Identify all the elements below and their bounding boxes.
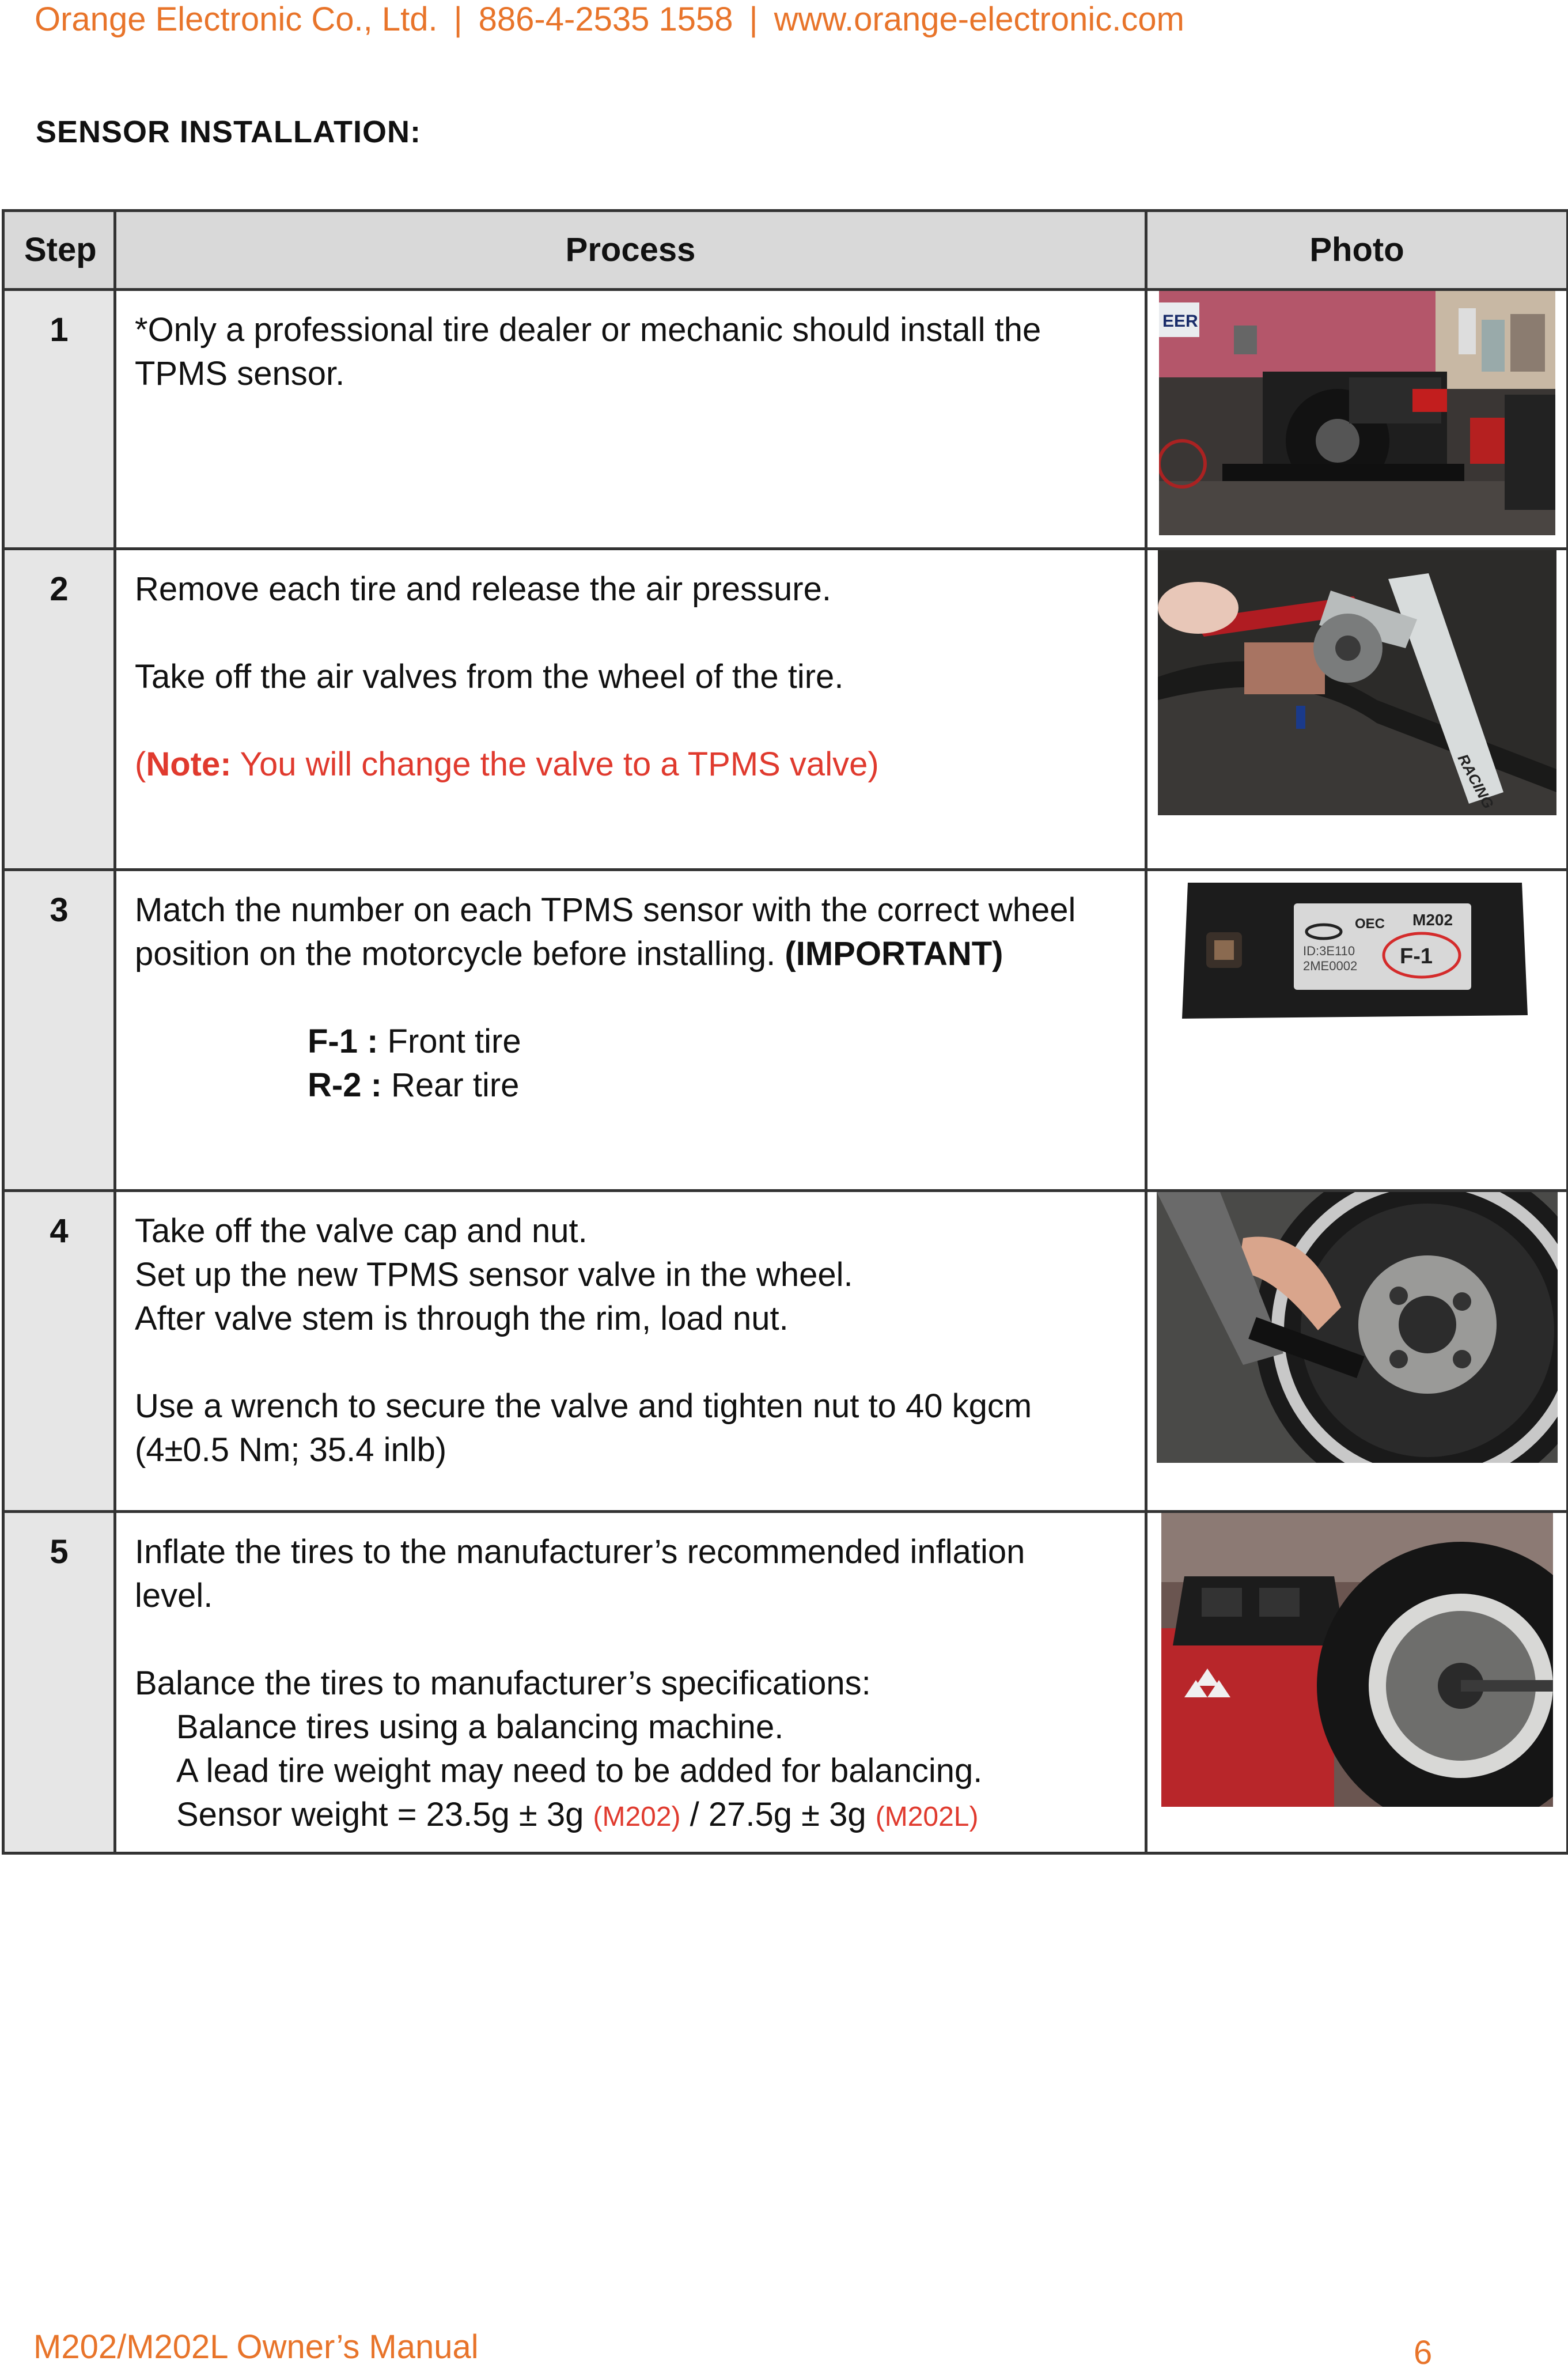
sensor-weight-text: Sensor weight = 23.5g ± 3g (M202) / 27.5g ± 3g (M202L) <box>176 1796 979 1833</box>
process-text: Set up the new TPMS sensor valve in the wheel. <box>135 1256 853 1293</box>
tpms-sensor-photo <box>1176 871 1538 1027</box>
process-cell <box>115 1191 1146 1512</box>
step-column-header: Step <box>3 211 115 290</box>
step-number: 5 <box>3 1512 115 1853</box>
process-text: level. <box>135 1577 213 1614</box>
note-label: Note: <box>146 746 232 783</box>
header-separator: | <box>749 1 758 38</box>
process-text: After valve stem is through the rim, load nut. <box>135 1300 789 1337</box>
sensor-id-label: 2ME0002 <box>1302 959 1357 973</box>
process-text: Remove each tire and release the air pressure. <box>135 570 831 608</box>
process-cell <box>115 549 1146 870</box>
table-row <box>3 290 1568 549</box>
step-number: 2 <box>3 549 115 870</box>
table-row <box>3 549 1568 870</box>
svg-text:OEC: OEC <box>1354 916 1385 932</box>
photo-column-header: Photo <box>1146 211 1568 290</box>
process-text: A lead tire weight may need to be added for balancing. <box>176 1752 983 1790</box>
company-website[interactable]: www.orange-electronic.com <box>774 1 1184 38</box>
sensor-install-photo <box>1157 1192 1558 1463</box>
sensor-position-code: F-1 <box>1399 944 1433 969</box>
table-row <box>3 1512 1568 1853</box>
rear-tire-code: R-2 : Rear tire <box>308 1066 520 1104</box>
important-label: (IMPORTANT) <box>785 935 1003 973</box>
process-text: TPMS sensor. <box>135 355 345 392</box>
manual-title: M202/M202L Owner’s Manual <box>33 2328 479 2366</box>
process-text: Balance the tires to manufacturer’s specifications: <box>135 1664 871 1702</box>
step-number: 3 <box>3 870 115 1191</box>
step-number: 1 <box>3 290 115 549</box>
process-text: Inflate the tires to the manufacturer’s recommended inflation <box>135 1533 1025 1571</box>
process-cell <box>115 1512 1146 1853</box>
model-tag: (M202) <box>593 1802 681 1832</box>
section-title: SENSOR INSTALLATION: <box>36 115 421 149</box>
company-phone: 886-4-2535 1558 <box>478 1 733 38</box>
photo-cell <box>1146 549 1568 870</box>
photo-cell <box>1146 1191 1568 1512</box>
process-text: Balance tires using a balancing machine. <box>176 1708 784 1746</box>
svg-text:EER: EER <box>1162 312 1198 331</box>
front-tire-code: F-1 : Front tire <box>308 1023 521 1060</box>
note-text: (Note: You will change the valve to a TPMS valve) <box>135 746 879 783</box>
company-header <box>35 0 1184 39</box>
process-column-header: Process <box>115 211 1146 290</box>
tire-balancing-photo <box>1161 1513 1553 1807</box>
sensor-model-label: M202 <box>1412 911 1453 929</box>
motorcycle-workshop-photo <box>1159 291 1555 535</box>
table-row <box>3 870 1568 1191</box>
process-cell <box>115 290 1146 549</box>
process-text: (4±0.5 Nm; 35.4 inlb) <box>135 1431 447 1469</box>
process-text: Take off the valve cap and nut. <box>135 1212 588 1250</box>
svg-text:RACING: RACING <box>1454 751 1497 812</box>
process-text: Use a wrench to secure the valve and tighten nut to 40 kgcm <box>135 1387 1032 1425</box>
valve-removal-photo <box>1158 550 1556 815</box>
sensor-id-label: ID:3E110 <box>1302 944 1355 958</box>
photo-cell <box>1146 870 1568 1191</box>
process-text: *Only a professional tire dealer or mechanic should install the <box>135 311 1041 349</box>
step-number: 4 <box>3 1191 115 1512</box>
header-separator: | <box>453 1 463 38</box>
table-row <box>3 1191 1568 1512</box>
process-text: Match the number on each TPMS sensor with the correct wheel <box>135 891 1076 929</box>
process-cell <box>115 870 1146 1191</box>
installation-steps-table <box>2 209 1568 1855</box>
process-text: Take off the air valves from the wheel of the tire. <box>135 658 844 695</box>
page-number: 6 <box>1414 2334 1433 2371</box>
process-text: position on the motorcycle before installing. (IMPORTANT) <box>135 935 1003 973</box>
model-tag: (M202L) <box>875 1802 979 1832</box>
company-name: Orange Electronic Co., Ltd. <box>35 1 438 38</box>
photo-cell <box>1146 1512 1568 1853</box>
table-header-row <box>3 211 1568 290</box>
photo-cell <box>1146 290 1568 549</box>
